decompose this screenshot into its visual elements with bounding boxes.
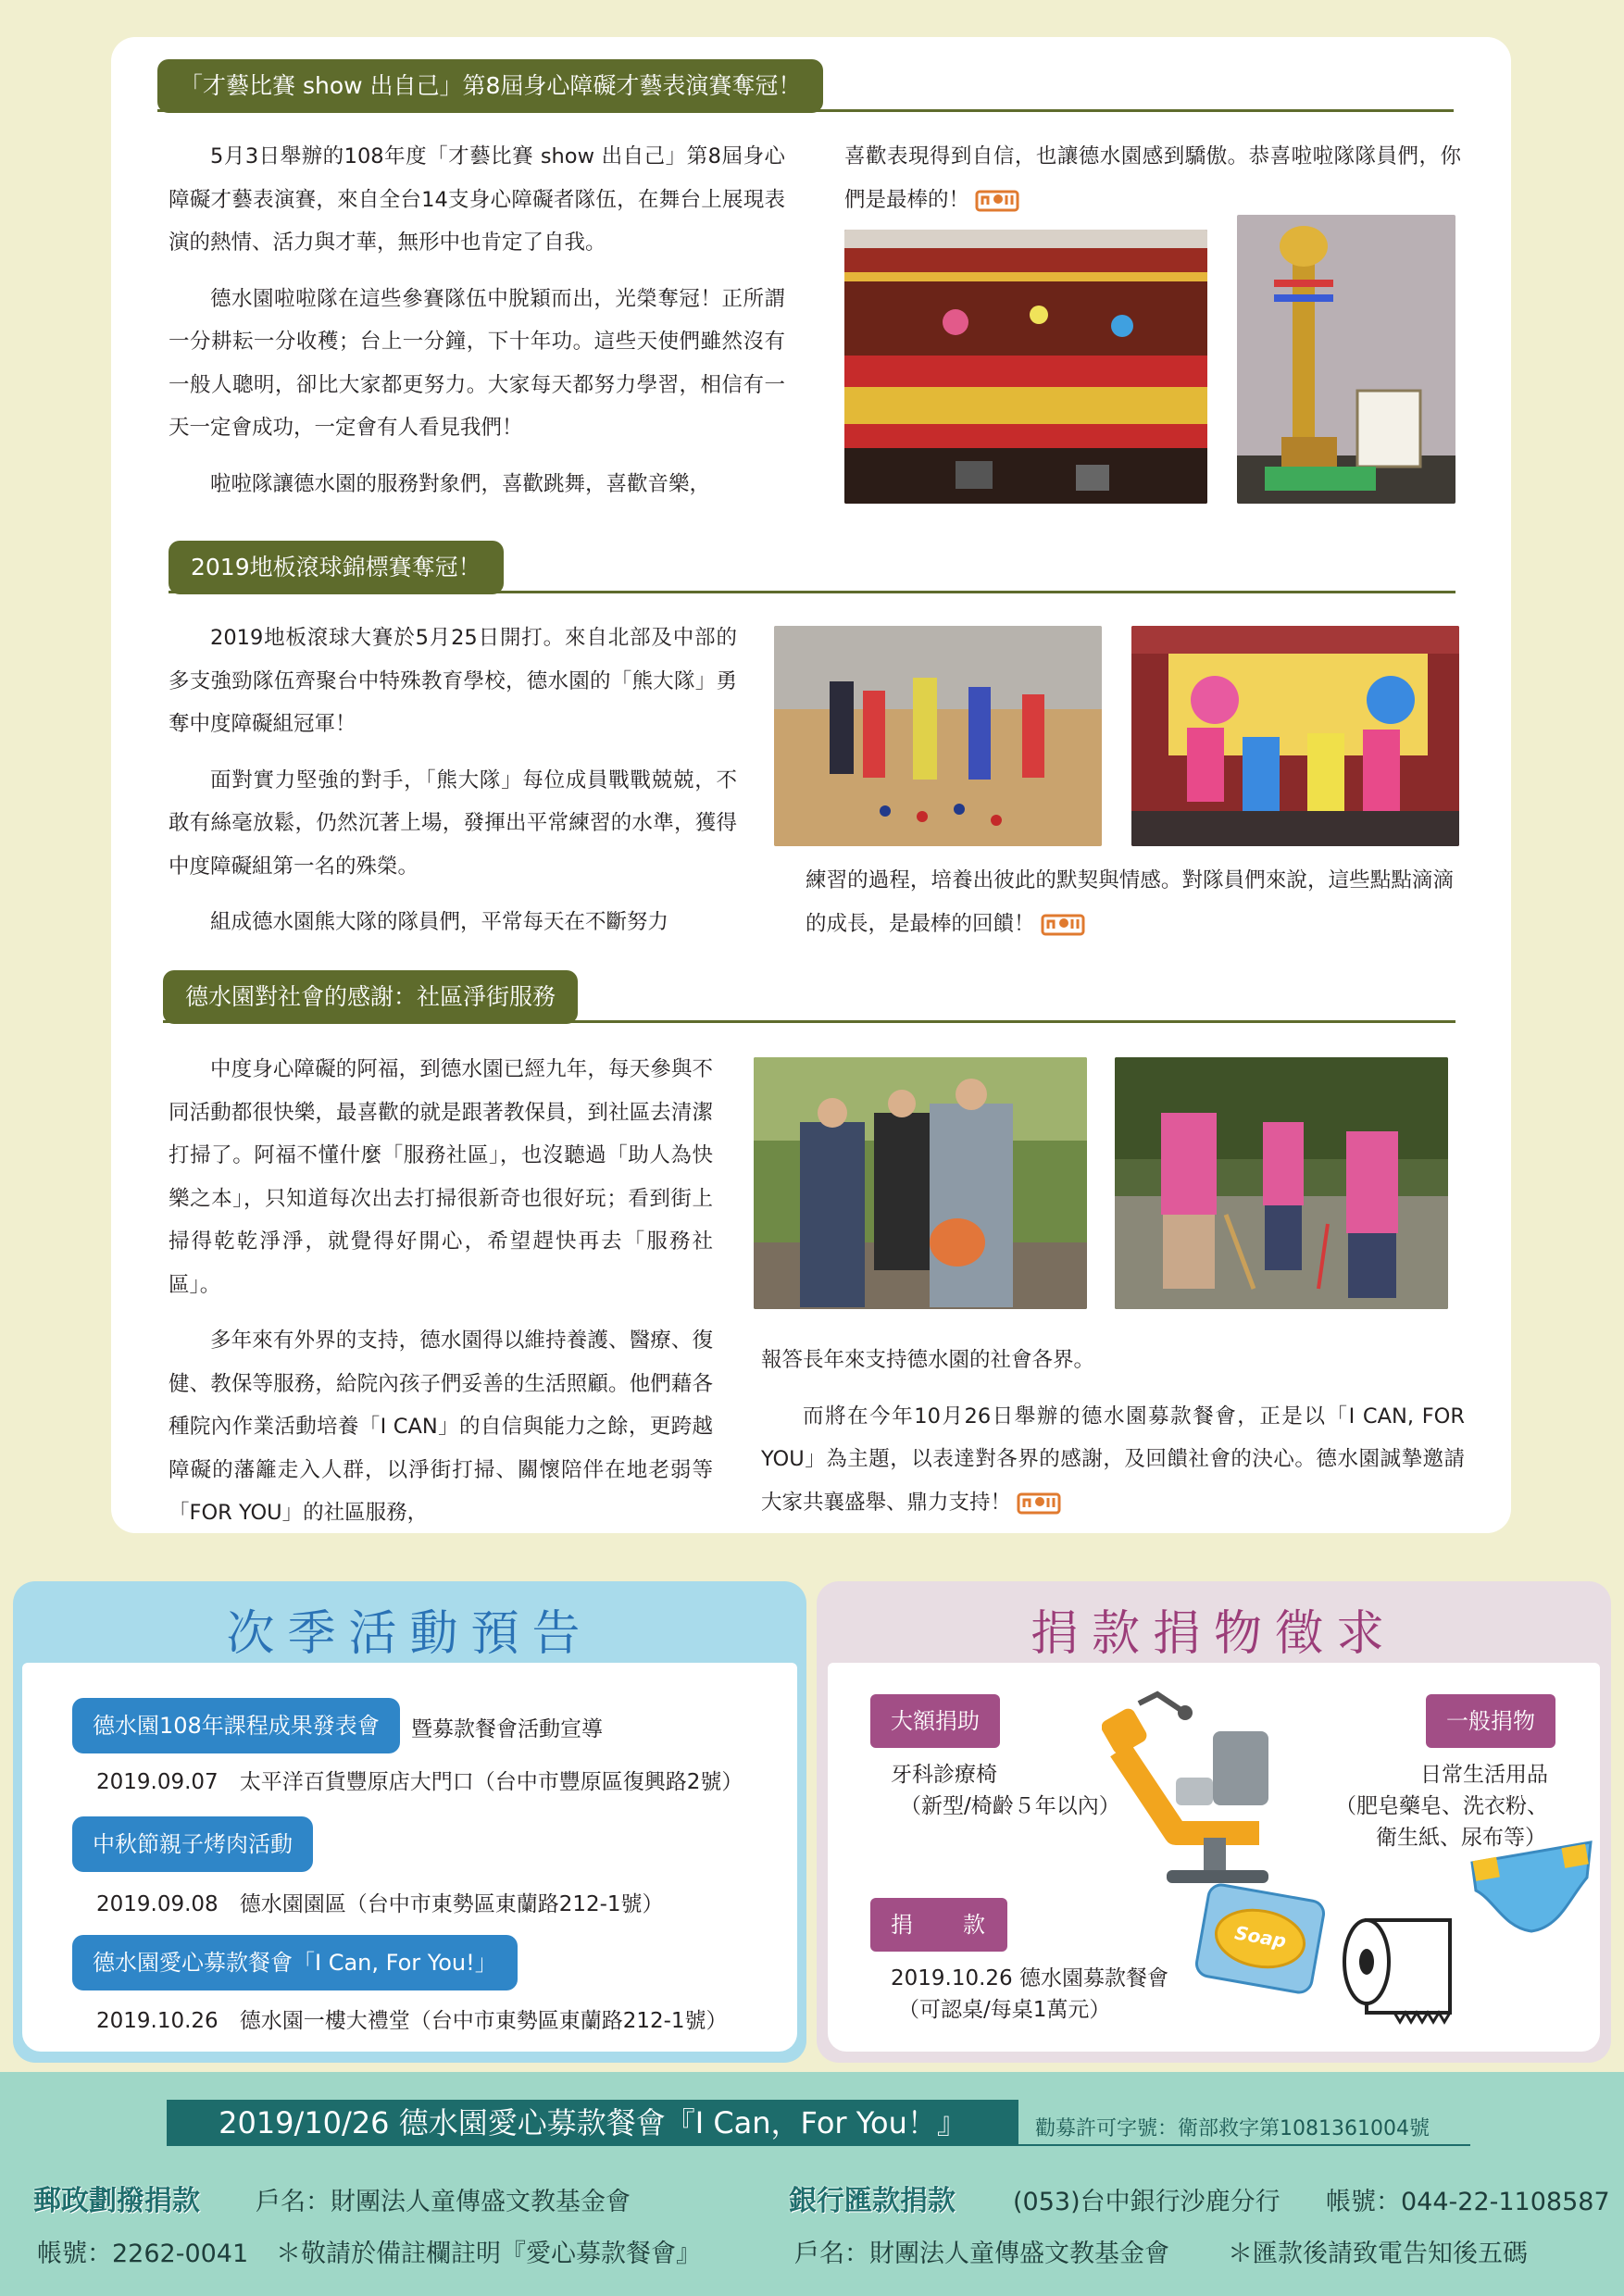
- street-cleaning-photo-1: [754, 1057, 1087, 1309]
- section-1-paragraph-3: 啦啦隊讓德水園的服務對象們，喜歡跳舞，喜歡音樂，: [210, 471, 711, 496]
- section-3-title: 德水園對社會的感謝：社區淨街服務: [163, 970, 578, 1024]
- upcoming-events-title: 次季活動預告: [226, 1606, 593, 1662]
- money-donation-tag: 捐 款: [870, 1898, 1007, 1952]
- section-1-rule: [157, 109, 1454, 112]
- soap-label: Soap: [1232, 1921, 1288, 1953]
- upcoming-events-body: [22, 1663, 797, 2052]
- section-2-paragraph-1: 2019地板滾球大賽於5月25日開打。來自北部及中部的多支強勁隊伍齊聚台中特殊教育學校，德水園的「熊大隊」勇奪中度障礙組冠軍！: [169, 626, 737, 736]
- general-donation-detail-2: 衛生紙、尿布等）: [1376, 1826, 1546, 1850]
- bank-branch: (053)台中銀行沙鹿分行: [1013, 2188, 1280, 2216]
- section-2-text-left: [169, 617, 737, 957]
- fundraising-permit: 勸募許可字號：衛部救字第1081361004號: [1035, 2117, 1430, 2140]
- section-1-text-left: [169, 135, 785, 518]
- section-2-paragraph-4: [806, 859, 1454, 945]
- gala-banner-rule: [1018, 2144, 1470, 2146]
- section-3-paragraph-3: 報答長年來支持德水園的社會各界。: [761, 1348, 1095, 1372]
- gala-banner: 2019/10/26 德水園愛心募款餐會『I Can，For You！』: [167, 2100, 1018, 2146]
- section-3-paragraph-1: 中度身心障礙的阿福，到德水園已經九年，每天參與不同活動都很快樂，最喜歡的就是跟著教保員，到社區去清潔打掃了。阿福不懂什麼「服務社區」，也沒聽過「助人為快樂之本」，只知道每次出去打掃很新奇也很好玩；看到街上掃得乾乾淨淨，就覺得好開心，希望趕快再去「服務社區」。: [169, 1057, 713, 1297]
- money-donation-detail: （可認桌/每桌1萬元）: [898, 1998, 1111, 2022]
- postal-transfer-label: 郵政劃撥捐款: [33, 2185, 200, 2217]
- event-detail-2: 2019.09.08 德水園園區（台中市東勢區東蘭路212-1號）: [96, 1892, 664, 1916]
- bank-note: ＊匯款後請致電告知後五碼: [1228, 2240, 1528, 2268]
- section-3-text-right: [761, 1339, 1465, 1537]
- footer: [0, 2072, 1624, 2296]
- bank-account-name: 戶名：財團法人童傳盛文教基金會: [794, 2240, 1169, 2268]
- postal-account-number: 帳號：2262-0041: [37, 2240, 249, 2268]
- section-3-paragraph-2: 多年來有外界的支持，德水園得以維持養護、醫療、復健、教保等服務，給院內孩子們妥善的生活照顧。他們藉各種院內作業活動培養「I CAN」的自信與能力之餘，更跨越障礙的藩籬走入人群，以淨街打掃、關懷陪伴在地老弱等「FOR YOU」的社區服務，: [169, 1329, 713, 1525]
- general-donation-tag: 一般捐物: [1426, 1694, 1555, 1748]
- postal-account-name: 戶名：財團法人童傳盛文教基金會: [256, 2188, 631, 2216]
- section-2-title: 2019地板滾球錦標賽奪冠！: [169, 541, 504, 594]
- large-donation-condition: （新型/椅齡５年以內）: [900, 1794, 1120, 1818]
- donation-request-body: [828, 1663, 1600, 2052]
- diaper-icon: [1467, 1835, 1596, 1937]
- street-cleaning-photo-2: [1115, 1057, 1448, 1309]
- general-donation-item: 日常生活用品: [1420, 1763, 1548, 1787]
- large-donation-item: 牙科診療椅: [891, 1763, 997, 1787]
- section-1-paragraph-1: 5月3日舉辦的108年度「才藝比賽 show 出自己」第8屆身心障礙才藝表演賽，來自全台14支身心障礙者隊伍，在舞台上展現表演的熱情、活力與才華，無形中也肯定了自我。: [169, 144, 785, 255]
- section-2-paragraph-2: 面對實力堅強的對手，「熊大隊」每位成員戰戰兢兢，不敢有絲毫放鬆，仍然沉著上場，發揮出平常練習的水準，獲得中度障礙組第一名的殊榮。: [169, 767, 737, 879]
- event-tag-1: 德水園108年課程成果發表會: [72, 1698, 400, 1753]
- trophy-photo: [1237, 215, 1455, 504]
- org-logo-icon: [1017, 1487, 1063, 1515]
- event-suffix-1: 暨募款餐會活動宣導: [411, 1717, 603, 1741]
- large-donation-tag: 大額捐助: [870, 1694, 1000, 1748]
- bank-account-number: 帳號：044-22-1108587: [1326, 2188, 1610, 2216]
- section-1-title: 「才藝比賽 show 出自己」第8屆身心障礙才藝表演賽奪冠！: [157, 59, 823, 113]
- section-1-paragraph-4-text: 喜歡表現得到自信，也讓德水園感到驕傲。恭喜啦啦隊隊員們，你們是最棒的！: [844, 144, 1461, 212]
- money-donation-event: 2019.10.26 德水園募款餐會: [891, 1966, 1168, 1990]
- section-2-text-right: [806, 859, 1454, 958]
- section-3-paragraph-4: [761, 1395, 1465, 1525]
- org-logo-icon: [975, 184, 1021, 212]
- boccia-match-photo: [774, 626, 1102, 846]
- bank-transfer-label: 銀行匯款捐款: [789, 2185, 956, 2217]
- section-2-rule: [169, 591, 1455, 593]
- event-tag-3: 德水園愛心募款餐會「I Can, For You!」: [72, 1935, 518, 1990]
- event-tag-2: 中秋節親子烤肉活動: [72, 1816, 313, 1872]
- soap-icon: [1191, 1878, 1330, 1999]
- upcoming-events-panel: [13, 1581, 806, 2063]
- section-3-text-left: [169, 1048, 713, 1548]
- section-2-paragraph-4-text: 練習的過程，培養出彼此的默契與情感。對隊員們來說，這些點點滴滴的成長，是最棒的回饋！: [806, 868, 1454, 936]
- section-3-paragraph-4-text: 而將在今年10月26日舉辦的德水園募款餐會，正是以「I CAN, FOR YOU」為主題，以表達對各界的感謝，及回饋社會的決心。德水園誠摯邀請大家共襄盛舉、鼎力支持！: [761, 1404, 1465, 1515]
- section-1-paragraph-4: [844, 135, 1461, 221]
- donation-request-title: 捐款捐物徵求: [1030, 1606, 1397, 1662]
- section-2-paragraph-3: 組成德水園熊大隊的隊員們，平常每天在不斷努力: [210, 910, 669, 934]
- org-logo-icon: [1041, 908, 1087, 936]
- donation-request-panel: [817, 1581, 1611, 2063]
- toilet-paper-icon: [1339, 1911, 1459, 2031]
- event-detail-3: 2019.10.26 德水園一樓大禮堂（台中市東勢區東蘭路212-1號）: [96, 2009, 728, 2033]
- boccia-team-award-photo: [1131, 626, 1459, 846]
- event-detail-1: 2019.09.07 太平洋百貨豐原店大門口（台中市豐原區復興路2號）: [96, 1770, 743, 1794]
- section-1-paragraph-2: 德水園啦啦隊在這些參賽隊伍中脫穎而出，光榮奪冠！正所謂一分耕耘一分收穫；台上一分鐘，下十年功。這些天使們雖然沒有一般人聰明，卻比大家都更努力。大家每天都努力學習，相信有一天一定會成功，一定會有人看見我們！: [169, 286, 785, 440]
- cheerleading-team-photo: [844, 230, 1207, 504]
- section-3-rule: [163, 1020, 1455, 1023]
- dental-chair-icon: [1102, 1676, 1296, 1889]
- postal-note: ＊敬請於備註欄註明『愛心募款餐會』: [276, 2240, 701, 2268]
- general-donation-detail-1: （肥皂藥皂、洗衣粉、: [1335, 1794, 1548, 1818]
